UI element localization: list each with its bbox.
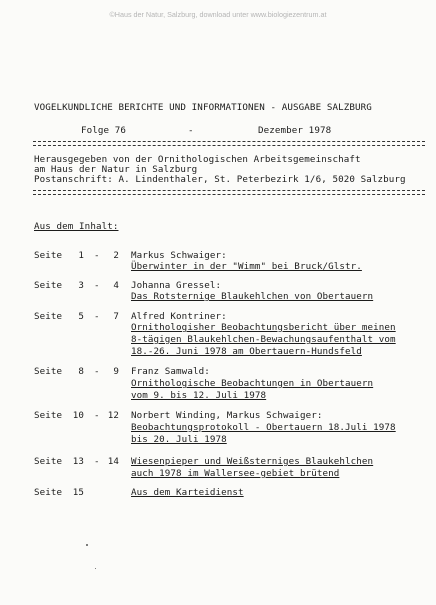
- page-label: Seite: [34, 311, 63, 322]
- page-from: 5: [78, 311, 84, 322]
- page-dash: -: [94, 456, 100, 467]
- separator-rule: [33, 141, 425, 146]
- entry-title: Aus dem Karteidienst: [131, 487, 244, 498]
- issue-number: Folge 76: [81, 125, 127, 136]
- page-from: 10: [72, 410, 84, 421]
- page-from: 3: [78, 280, 84, 291]
- page-label: Seite: [34, 280, 63, 291]
- entry-title: 8-tägigen Blaukehlchen-Bewachungsaufenthalt vom: [131, 334, 396, 345]
- scan-speck: [86, 544, 88, 546]
- entry-author: Norbert Winding, Markus Schwaiger:: [131, 410, 323, 421]
- page-label: Seite: [34, 366, 63, 377]
- entry-author: Alfred Kontriner:: [131, 311, 227, 322]
- page-dash: -: [94, 366, 100, 377]
- page-label: Seite: [34, 250, 63, 261]
- entry-title: Das Rotsternige Blaukehlchen von Obertauern: [131, 291, 374, 302]
- issue-dash: -: [188, 125, 194, 136]
- publisher-line: am Haus der Natur in Salzburg: [34, 164, 198, 175]
- entry-title: Ornithologisher Beobachtungsbericht über meinen: [131, 322, 396, 333]
- page-to: 7: [113, 311, 119, 322]
- entry-author: Johanna Gressel:: [131, 280, 222, 291]
- separator-rule: [33, 190, 425, 195]
- page-from: 13: [72, 456, 84, 467]
- page-dash: -: [94, 410, 100, 421]
- contents-heading: Aus dem Inhalt:: [34, 221, 119, 232]
- page-dash: -: [94, 311, 100, 322]
- entry-author: Markus Schwaiger:: [131, 250, 227, 261]
- entry-title: 18.-26. Juni 1978 am Obertauern-Hundsfeld: [131, 346, 362, 357]
- entry-title: auch 1978 im Wallersee-gebiet brütend: [131, 468, 340, 479]
- page-to: 2: [113, 250, 119, 261]
- page-label: Seite: [34, 456, 63, 467]
- page-to: 4: [113, 280, 119, 291]
- entry-title: Wiesenpieper und Weißsterniges Blaukehlchen: [131, 456, 374, 467]
- entry-title: Überwinter in der "Wimm" bei Bruck/Glstr.: [131, 261, 362, 272]
- entry-title: Ornithologische Beobachtungen in Obertauern: [131, 378, 374, 389]
- entry-title: bis 20. Juli 1978: [131, 434, 227, 445]
- page-from: 8: [78, 366, 84, 377]
- publication-title: VOGELKUNDLICHE BERICHTE UND INFORMATIONEN - AUSGABE SALZBURG: [34, 102, 372, 113]
- page-to: 14: [107, 456, 119, 467]
- page-label: Seite: [34, 410, 63, 421]
- page-label: Seite: [34, 487, 63, 498]
- issue-date: Dezember 1978: [258, 125, 332, 136]
- page-from: 1: [78, 250, 84, 261]
- page-dash: -: [94, 250, 100, 261]
- postal-address: Postanschrift: A. Lindenthaler, St. Peterbezirk 1/6, 5020 Salzburg: [34, 174, 406, 185]
- watermark: ©Haus der Natur, Salzburg, download unter www.biologiezentrum.at: [109, 10, 327, 19]
- page-from: 15: [72, 487, 84, 498]
- page-to: 9: [113, 366, 119, 377]
- scan-speck: [95, 568, 96, 569]
- page-to: 12: [107, 410, 119, 421]
- page-dash: -: [94, 280, 100, 291]
- publisher-line: Herausgegeben von der Ornithologischen Arbeitsgemeinschaft: [34, 154, 361, 165]
- entry-author: Franz Samwald:: [131, 366, 210, 377]
- entry-title: vom 9. bis 12. Juli 1978: [131, 390, 267, 401]
- entry-title: Beobachtungsprotokoll - Obertauern 18.Juli 1978: [131, 422, 396, 433]
